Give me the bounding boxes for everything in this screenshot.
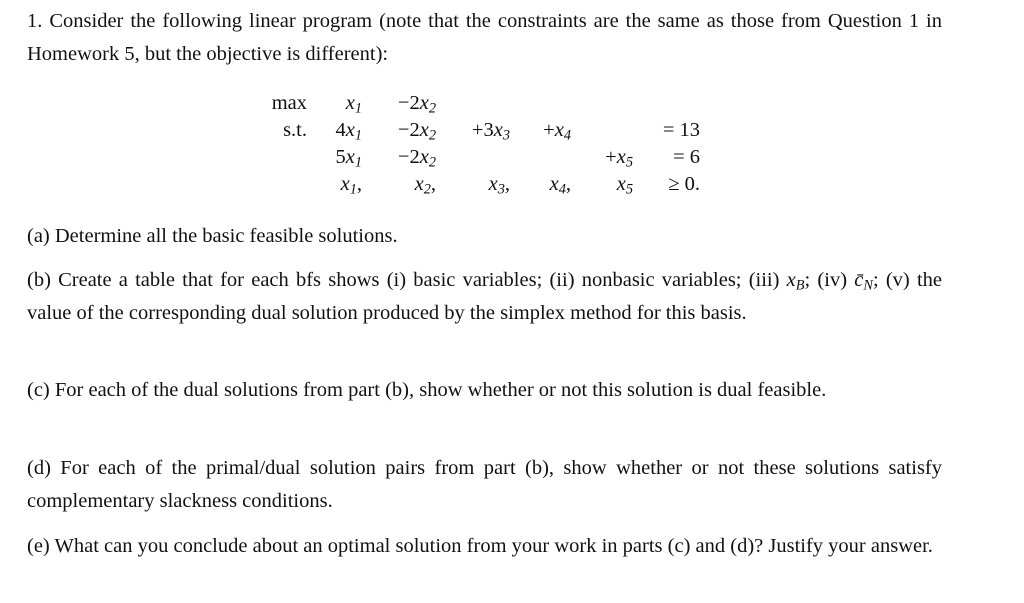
lp-cell bbox=[633, 117, 700, 144]
variable-subscript: 4 bbox=[558, 181, 566, 198]
variable-subscript: 5 bbox=[625, 181, 633, 198]
lp-cell bbox=[260, 117, 307, 144]
lp-cell bbox=[436, 171, 510, 198]
lp-cell bbox=[436, 117, 510, 144]
text: ; (v) the value of the corresponding dual solution produced by the simplex method for this basis. bbox=[27, 269, 942, 324]
punctuation: , bbox=[356, 173, 362, 195]
math-variable bbox=[345, 119, 362, 144]
variable-subscript: 4 bbox=[563, 127, 571, 144]
math-variable bbox=[616, 173, 633, 198]
variable-subscript: N bbox=[863, 277, 873, 294]
text: (a) Determine all the basic feasible solutions. bbox=[27, 225, 398, 247]
variable-symbol: x bbox=[488, 173, 498, 195]
math-variable bbox=[419, 92, 436, 117]
math-variable bbox=[616, 146, 633, 171]
punctuation: , bbox=[504, 173, 510, 195]
text: = 13 bbox=[662, 119, 700, 141]
math-variable bbox=[554, 119, 571, 144]
text: = 6 bbox=[673, 146, 700, 168]
lp-row-3 bbox=[260, 171, 700, 198]
variable-symbol: x bbox=[340, 173, 350, 195]
text: ≥ 0. bbox=[668, 173, 700, 195]
variable-symbol: x bbox=[493, 119, 503, 141]
lp-cell bbox=[571, 144, 633, 171]
variable-subscript: 1 bbox=[354, 154, 362, 171]
lp-cell bbox=[633, 90, 700, 117]
part-d bbox=[27, 452, 942, 518]
text: 5 bbox=[335, 146, 346, 168]
variable-symbol: x bbox=[554, 119, 564, 141]
lp-cell bbox=[362, 144, 436, 171]
text: s.t. bbox=[283, 119, 307, 141]
variable-symbol: x bbox=[419, 92, 429, 114]
lp-cell bbox=[436, 144, 510, 171]
lp-cell bbox=[510, 117, 571, 144]
text: 4 bbox=[335, 119, 346, 141]
variable-subscript: 5 bbox=[625, 154, 633, 171]
lp-cell bbox=[260, 171, 307, 198]
lp-cell bbox=[260, 90, 307, 117]
lp-cell bbox=[260, 144, 307, 171]
variable-subscript: 3 bbox=[502, 127, 510, 144]
intro-text: 1. Consider the following linear program (note that the constraints are the same as those from Question 1 in Homework 5, but the objective is different): bbox=[27, 10, 942, 65]
variable-symbol: x bbox=[419, 119, 429, 141]
variable-subscript: 2 bbox=[428, 127, 436, 144]
lp-cell bbox=[307, 144, 362, 171]
variable-symbol: x bbox=[414, 173, 424, 195]
variable-subscript: 2 bbox=[423, 181, 431, 198]
lp-cell bbox=[510, 144, 571, 171]
text: ; (iv) bbox=[804, 269, 855, 291]
variable-symbol: x bbox=[419, 146, 429, 168]
lp-cell bbox=[307, 171, 362, 198]
variable-subscript: 2 bbox=[428, 154, 436, 171]
math-variable bbox=[345, 146, 362, 171]
math-variable bbox=[414, 173, 431, 198]
lp-cell bbox=[571, 171, 633, 198]
math-variable bbox=[786, 269, 805, 294]
question-intro bbox=[27, 5, 942, 71]
math-variable bbox=[340, 173, 357, 198]
lp-cell bbox=[436, 90, 510, 117]
text: −2 bbox=[397, 146, 420, 168]
lp-row-2 bbox=[260, 144, 700, 171]
lp-cell bbox=[307, 117, 362, 144]
lp-row-1 bbox=[260, 117, 700, 144]
text: (e) What can you conclude about an optimal solution from your work in parts (c) and (d)? Justify your answer. bbox=[27, 535, 933, 557]
text: −2 bbox=[397, 92, 420, 114]
math-variable bbox=[419, 146, 436, 171]
math-variable bbox=[488, 173, 505, 198]
text: −2 bbox=[397, 119, 420, 141]
text: + bbox=[543, 119, 555, 141]
variable-symbol: x bbox=[616, 173, 626, 195]
lp-cell bbox=[362, 171, 436, 198]
variable-subscript: 3 bbox=[497, 181, 505, 198]
variable-subscript: 1 bbox=[349, 181, 357, 198]
part-c bbox=[27, 374, 942, 407]
linear-program bbox=[260, 90, 700, 198]
math-variable bbox=[549, 173, 566, 198]
math-variable bbox=[419, 119, 436, 144]
variable-symbol: x bbox=[345, 119, 355, 141]
part-e bbox=[27, 530, 942, 563]
text: max bbox=[271, 92, 307, 114]
text: + bbox=[605, 146, 617, 168]
lp-cell bbox=[510, 90, 571, 117]
lp-cell bbox=[571, 117, 633, 144]
text: (b) Create a table that for each bfs shows (i) basic variables; (ii) nonbasic variables; (iii) bbox=[27, 269, 787, 291]
lp-cell bbox=[571, 90, 633, 117]
math-variable bbox=[854, 269, 873, 294]
lp-cell bbox=[362, 117, 436, 144]
math-variable bbox=[493, 119, 510, 144]
lp-row-0 bbox=[260, 90, 700, 117]
variable-symbol: c̄ bbox=[854, 269, 864, 291]
variable-symbol: x bbox=[345, 146, 355, 168]
text: +3 bbox=[471, 119, 494, 141]
part-a bbox=[27, 220, 942, 253]
lp-cell bbox=[633, 171, 700, 198]
text: (c) For each of the dual solutions from part (b), show whether or not this solution is dual feasible. bbox=[27, 379, 827, 401]
lp-cell bbox=[307, 90, 362, 117]
variable-subscript: B bbox=[795, 277, 805, 294]
variable-subscript: 1 bbox=[354, 127, 362, 144]
math-variable bbox=[345, 92, 362, 117]
punctuation: , bbox=[565, 173, 571, 195]
part-b bbox=[27, 264, 942, 330]
variable-symbol: x bbox=[616, 146, 626, 168]
lp-cell bbox=[362, 90, 436, 117]
variable-subscript: 2 bbox=[428, 100, 436, 117]
text: (d) For each of the primal/dual solution pairs from part (b), show whether or not these solutions satisfy complementary slackness conditions. bbox=[27, 457, 942, 512]
lp-cell bbox=[633, 144, 700, 171]
variable-symbol: x bbox=[345, 92, 355, 114]
punctuation: , bbox=[430, 173, 436, 195]
variable-symbol: x bbox=[549, 173, 559, 195]
lp-cell bbox=[510, 171, 571, 198]
variable-subscript: 1 bbox=[354, 100, 362, 117]
variable-symbol: x bbox=[786, 269, 796, 291]
